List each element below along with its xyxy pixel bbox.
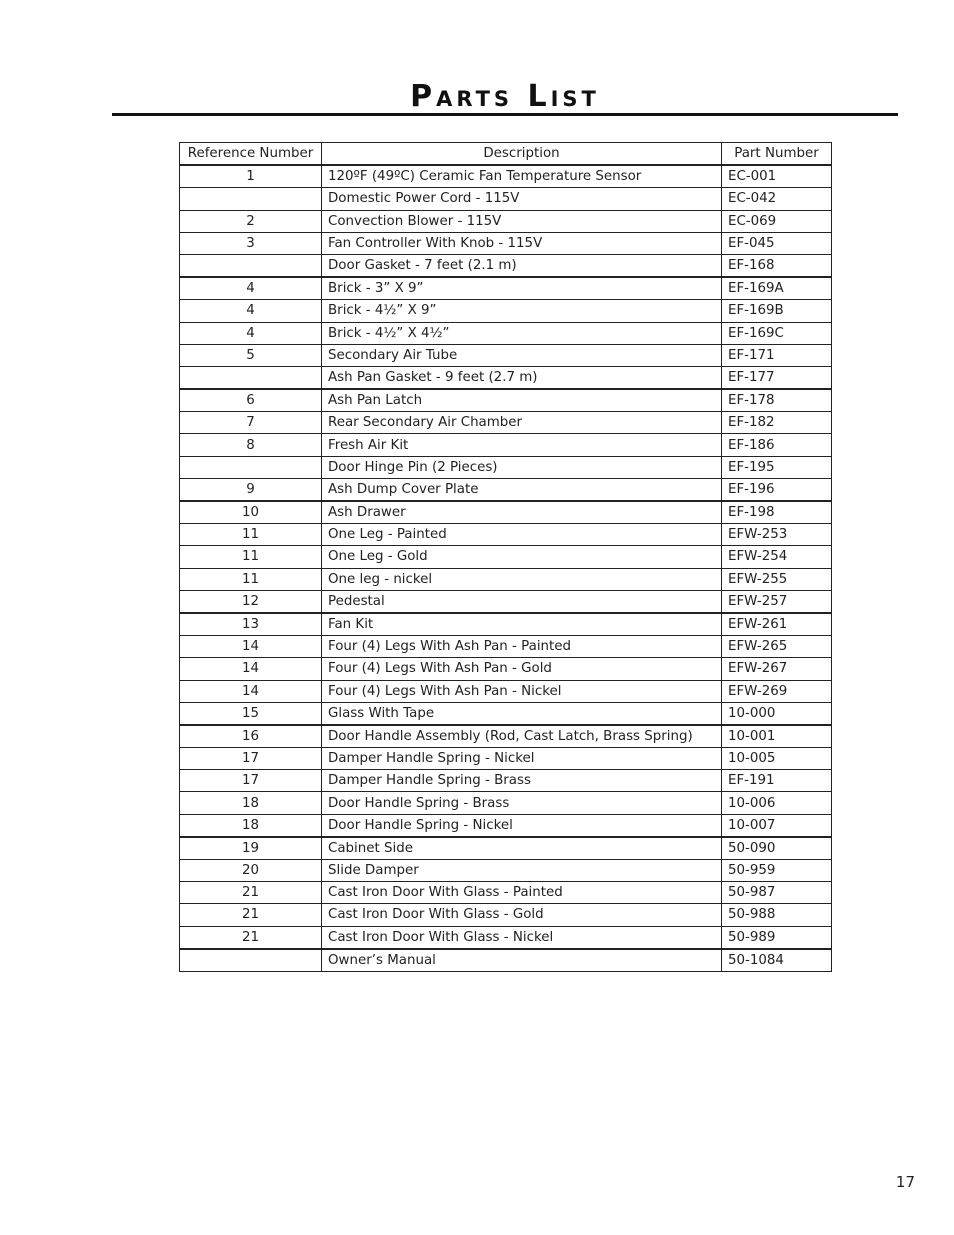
reference-number-cell: 9 bbox=[180, 478, 322, 501]
description-cell: Brick - 4½” X 9” bbox=[322, 300, 722, 322]
table-row bbox=[180, 658, 832, 680]
description-cell: Fan Kit bbox=[322, 613, 722, 636]
part-number-cell: EFW-257 bbox=[722, 590, 832, 613]
description-cell: Door Gasket - 7 feet (2.1 m) bbox=[322, 254, 722, 277]
table-row bbox=[180, 926, 832, 949]
reference-number-cell: 20 bbox=[180, 860, 322, 882]
description-cell: Four (4) Legs With Ash Pan - Gold bbox=[322, 658, 722, 680]
description-cell: Damper Handle Spring - Nickel bbox=[322, 748, 722, 770]
reference-number-cell: 6 bbox=[180, 389, 322, 412]
reference-number-cell: 21 bbox=[180, 926, 322, 949]
table-row bbox=[180, 344, 832, 366]
description-cell: One leg - nickel bbox=[322, 568, 722, 590]
description-cell: Rear Secondary Air Chamber bbox=[322, 412, 722, 434]
part-number-cell: EFW-267 bbox=[722, 658, 832, 680]
description-cell: Door Hinge Pin (2 Pieces) bbox=[322, 456, 722, 478]
table-row bbox=[180, 949, 832, 972]
reference-number-cell bbox=[180, 254, 322, 277]
table-row bbox=[180, 254, 832, 277]
table-row bbox=[180, 613, 832, 636]
description-cell: One Leg - Gold bbox=[322, 546, 722, 568]
reference-number-cell: 15 bbox=[180, 702, 322, 725]
table-row bbox=[180, 702, 832, 725]
part-number-cell: 50-988 bbox=[722, 904, 832, 926]
table-header-row bbox=[180, 143, 832, 166]
table-row bbox=[180, 389, 832, 412]
part-number-cell: 10-006 bbox=[722, 792, 832, 814]
description-cell: Slide Damper bbox=[322, 860, 722, 882]
part-number-cell: EFW-255 bbox=[722, 568, 832, 590]
reference-number-cell: 21 bbox=[180, 882, 322, 904]
table-row bbox=[180, 232, 832, 254]
description-cell: 120ºF (49ºC) Ceramic Fan Temperature Sensor bbox=[322, 165, 722, 188]
reference-number-cell: 18 bbox=[180, 792, 322, 814]
table-row bbox=[180, 814, 832, 837]
part-number-cell: EF-186 bbox=[722, 434, 832, 456]
reference-number-cell: 14 bbox=[180, 658, 322, 680]
reference-number-cell: 11 bbox=[180, 546, 322, 568]
part-number-cell: EFW-254 bbox=[722, 546, 832, 568]
table-row bbox=[180, 277, 832, 300]
part-number-cell: 50-987 bbox=[722, 882, 832, 904]
part-number-cell: EF-177 bbox=[722, 366, 832, 389]
header-reference-number: Reference Number bbox=[180, 143, 322, 166]
table-row bbox=[180, 590, 832, 613]
description-cell: Ash Drawer bbox=[322, 501, 722, 524]
part-number-cell: EF-169A bbox=[722, 277, 832, 300]
table-row bbox=[180, 456, 832, 478]
table-row bbox=[180, 434, 832, 456]
description-cell: Domestic Power Cord - 115V bbox=[322, 188, 722, 210]
reference-number-cell: 11 bbox=[180, 524, 322, 546]
description-cell: Damper Handle Spring - Brass bbox=[322, 770, 722, 792]
description-cell: Door Handle Assembly (Rod, Cast Latch, Brass Spring) bbox=[322, 725, 722, 748]
description-cell: Cast Iron Door With Glass - Gold bbox=[322, 904, 722, 926]
description-cell: Ash Pan Latch bbox=[322, 389, 722, 412]
table-row bbox=[180, 546, 832, 568]
reference-number-cell: 17 bbox=[180, 770, 322, 792]
reference-number-cell: 10 bbox=[180, 501, 322, 524]
description-cell: Ash Pan Gasket - 9 feet (2.7 m) bbox=[322, 366, 722, 389]
table-row bbox=[180, 501, 832, 524]
table-row bbox=[180, 636, 832, 658]
table-row bbox=[180, 412, 832, 434]
part-number-cell: 50-989 bbox=[722, 926, 832, 949]
description-cell: One Leg - Painted bbox=[322, 524, 722, 546]
description-cell: Secondary Air Tube bbox=[322, 344, 722, 366]
table-row bbox=[180, 792, 832, 814]
table-row bbox=[180, 770, 832, 792]
part-number-cell: EF-045 bbox=[722, 232, 832, 254]
reference-number-cell: 12 bbox=[180, 590, 322, 613]
part-number-cell: EFW-261 bbox=[722, 613, 832, 636]
parts-table-body bbox=[180, 165, 832, 971]
reference-number-cell: 14 bbox=[180, 680, 322, 702]
part-number-cell: 50-959 bbox=[722, 860, 832, 882]
part-number-cell: EF-198 bbox=[722, 501, 832, 524]
reference-number-cell: 21 bbox=[180, 904, 322, 926]
part-number-cell: EF-196 bbox=[722, 478, 832, 501]
part-number-cell: EF-178 bbox=[722, 389, 832, 412]
part-number-cell: EC-069 bbox=[722, 210, 832, 232]
table-row bbox=[180, 300, 832, 322]
reference-number-cell bbox=[180, 366, 322, 389]
reference-number-cell: 11 bbox=[180, 568, 322, 590]
reference-number-cell: 16 bbox=[180, 725, 322, 748]
description-cell: Owner’s Manual bbox=[322, 949, 722, 972]
table-row bbox=[180, 680, 832, 702]
description-cell: Brick - 3” X 9” bbox=[322, 277, 722, 300]
page-number: 17 bbox=[895, 1173, 915, 1191]
reference-number-cell: 19 bbox=[180, 837, 322, 860]
header-description: Description bbox=[322, 143, 722, 166]
reference-number-cell: 3 bbox=[180, 232, 322, 254]
parts-table bbox=[179, 142, 832, 972]
part-number-cell: EFW-269 bbox=[722, 680, 832, 702]
part-number-cell: EF-169C bbox=[722, 322, 832, 344]
part-number-cell: 10-001 bbox=[722, 725, 832, 748]
part-number-cell: EF-171 bbox=[722, 344, 832, 366]
table-row bbox=[180, 748, 832, 770]
part-number-cell: EF-191 bbox=[722, 770, 832, 792]
description-cell: Fan Controller With Knob - 115V bbox=[322, 232, 722, 254]
part-number-cell: 50-090 bbox=[722, 837, 832, 860]
table-row bbox=[180, 188, 832, 210]
reference-number-cell: 14 bbox=[180, 636, 322, 658]
table-row bbox=[180, 568, 832, 590]
table-row bbox=[180, 860, 832, 882]
part-number-cell: 10-000 bbox=[722, 702, 832, 725]
title-rule bbox=[112, 113, 898, 116]
reference-number-cell: 2 bbox=[180, 210, 322, 232]
part-number-cell: EC-001 bbox=[722, 165, 832, 188]
reference-number-cell: 4 bbox=[180, 277, 322, 300]
description-cell: Door Handle Spring - Nickel bbox=[322, 814, 722, 837]
reference-number-cell: 4 bbox=[180, 300, 322, 322]
reference-number-cell bbox=[180, 188, 322, 210]
part-number-cell: EF-168 bbox=[722, 254, 832, 277]
description-cell: Four (4) Legs With Ash Pan - Painted bbox=[322, 636, 722, 658]
table-row bbox=[180, 165, 832, 188]
part-number-cell: EF-182 bbox=[722, 412, 832, 434]
description-cell: Door Handle Spring - Brass bbox=[322, 792, 722, 814]
description-cell: Cabinet Side bbox=[322, 837, 722, 860]
table-row bbox=[180, 837, 832, 860]
description-cell: Glass With Tape bbox=[322, 702, 722, 725]
reference-number-cell: 18 bbox=[180, 814, 322, 837]
table-row bbox=[180, 478, 832, 501]
description-cell: Brick - 4½” X 4½” bbox=[322, 322, 722, 344]
reference-number-cell: 8 bbox=[180, 434, 322, 456]
page-title: Parts List bbox=[410, 79, 600, 114]
part-number-cell: 10-007 bbox=[722, 814, 832, 837]
table-row bbox=[180, 882, 832, 904]
reference-number-cell: 5 bbox=[180, 344, 322, 366]
part-number-cell: 50-1084 bbox=[722, 949, 832, 972]
reference-number-cell bbox=[180, 456, 322, 478]
table-row bbox=[180, 524, 832, 546]
reference-number-cell: 7 bbox=[180, 412, 322, 434]
part-number-cell: EF-195 bbox=[722, 456, 832, 478]
table-row bbox=[180, 322, 832, 344]
part-number-cell: EF-169B bbox=[722, 300, 832, 322]
reference-number-cell bbox=[180, 949, 322, 972]
reference-number-cell: 1 bbox=[180, 165, 322, 188]
header-part-number: Part Number bbox=[722, 143, 832, 166]
table-row bbox=[180, 210, 832, 232]
reference-number-cell: 13 bbox=[180, 613, 322, 636]
part-number-cell: EC-042 bbox=[722, 188, 832, 210]
description-cell: Convection Blower - 115V bbox=[322, 210, 722, 232]
description-cell: Cast Iron Door With Glass - Nickel bbox=[322, 926, 722, 949]
table-row bbox=[180, 725, 832, 748]
part-number-cell: 10-005 bbox=[722, 748, 832, 770]
description-cell: Four (4) Legs With Ash Pan - Nickel bbox=[322, 680, 722, 702]
table-row bbox=[180, 366, 832, 389]
description-cell: Fresh Air Kit bbox=[322, 434, 722, 456]
description-cell: Ash Dump Cover Plate bbox=[322, 478, 722, 501]
reference-number-cell: 4 bbox=[180, 322, 322, 344]
description-cell: Pedestal bbox=[322, 590, 722, 613]
part-number-cell: EFW-265 bbox=[722, 636, 832, 658]
part-number-cell: EFW-253 bbox=[722, 524, 832, 546]
table-row bbox=[180, 904, 832, 926]
reference-number-cell: 17 bbox=[180, 748, 322, 770]
description-cell: Cast Iron Door With Glass - Painted bbox=[322, 882, 722, 904]
